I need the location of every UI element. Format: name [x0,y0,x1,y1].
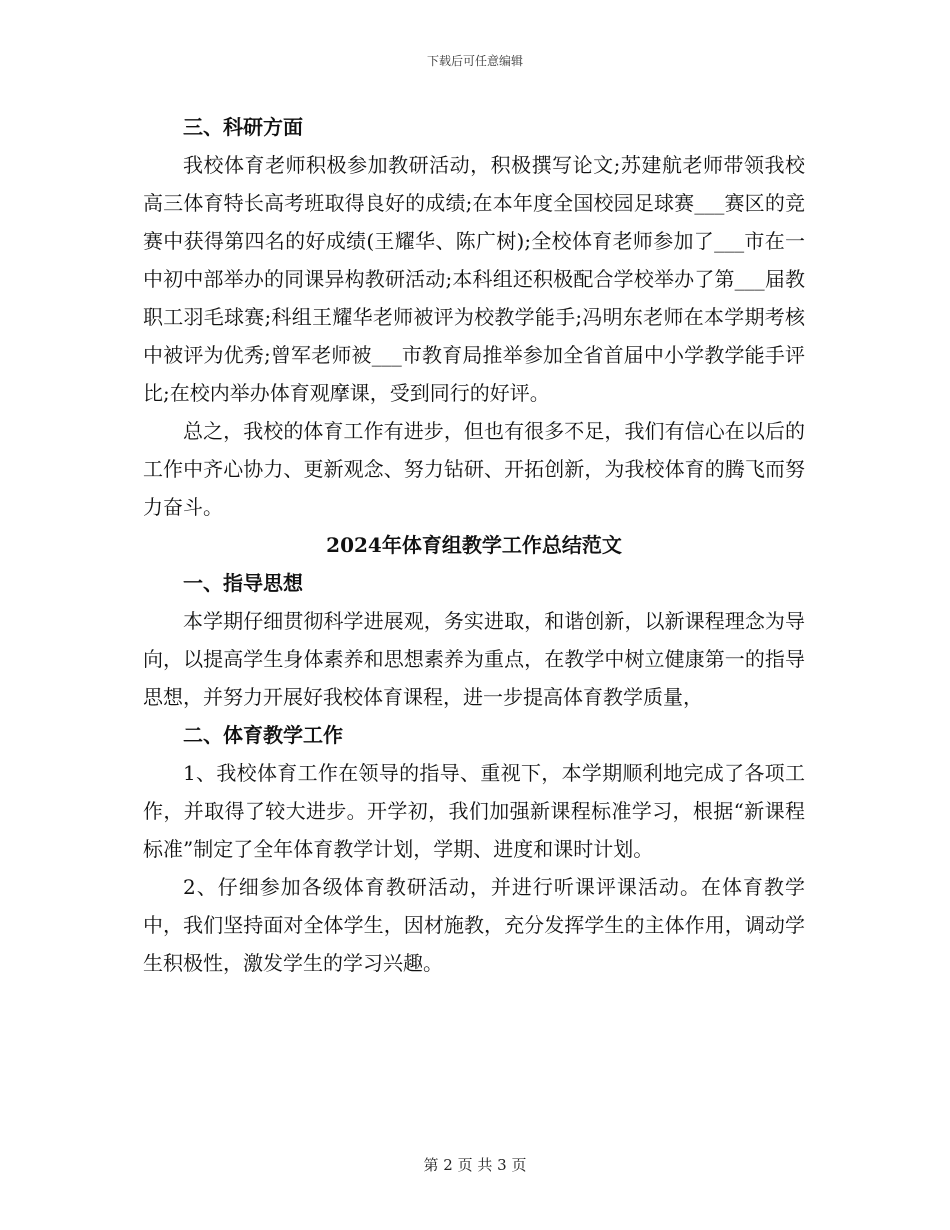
paragraph-research: 我校体育老师积极参加教研活动，积极撰写论文;苏建航老师带领我校高三体育特长高考班取得良好的成绩;在本年度全国校园足球赛___赛区的竞赛中获得第四名的好成绩(王耀华、陈广树);全校体育老师参加了___市在一中初中部举办的同课异构教研活动;本科组还积极配合学校举办了第___届教职工羽毛球赛;科组王耀华老师被评为校教学能手;冯明东老师在本学期考核中被评为优秀;曾军老师被___市教育局推举参加全省首届中小学教学能手评比;在校内举办体育观摩课，受到同行的好评。 [143,153,805,405]
paragraph-teaching-item-2: 2、仔细参加各级体育教研活动，并进行听课评课活动。在体育教学中，我们坚持面对全体学生，因材施教，充分发挥学生的主体作用，调动学生积极性，激发学生的学习兴趣。 [143,875,805,975]
section-heading-teaching-work: 二、体育教学工作 [183,723,343,747]
document-body [143,108,805,982]
page-header-note: 下载后可任意编辑 [426,54,523,68]
paragraph-teaching-item-1: 1、我校体育工作在领导的指导、重视下，本学期顺利地完成了各项工作，并取得了较大进步。开学初，我们加强新课程标准学习，根据“新课程标准”制定了全年体育教学计划，学期、进度和课时计划。 [143,761,805,861]
document-title: 2024年体育组教学工作总结范文 [326,533,622,557]
page-number: 第 2 页 共 3 页 [423,1156,527,1174]
section-heading-guiding-thought: 一、指导思想 [183,571,303,595]
paragraph-guiding-thought: 本学期仔细贯彻科学进展观，务实进取，和谐创新，以新课程理念为导向，以提高学生身体素养和思想素养为重点，在教学中树立健康第一的指导思想，并努力开展好我校体育课程，进一步提高体育教学质量， [143,609,805,709]
paragraph-conclusion: 总之，我校的体育工作有进步，但也有很多不足，我们有信心在以后的工作中齐心协力、更新观念、努力钻研、开拓创新，为我校体育的腾飞而努力奋斗。 [143,419,805,519]
section-heading-research: 三、科研方面 [183,115,303,139]
